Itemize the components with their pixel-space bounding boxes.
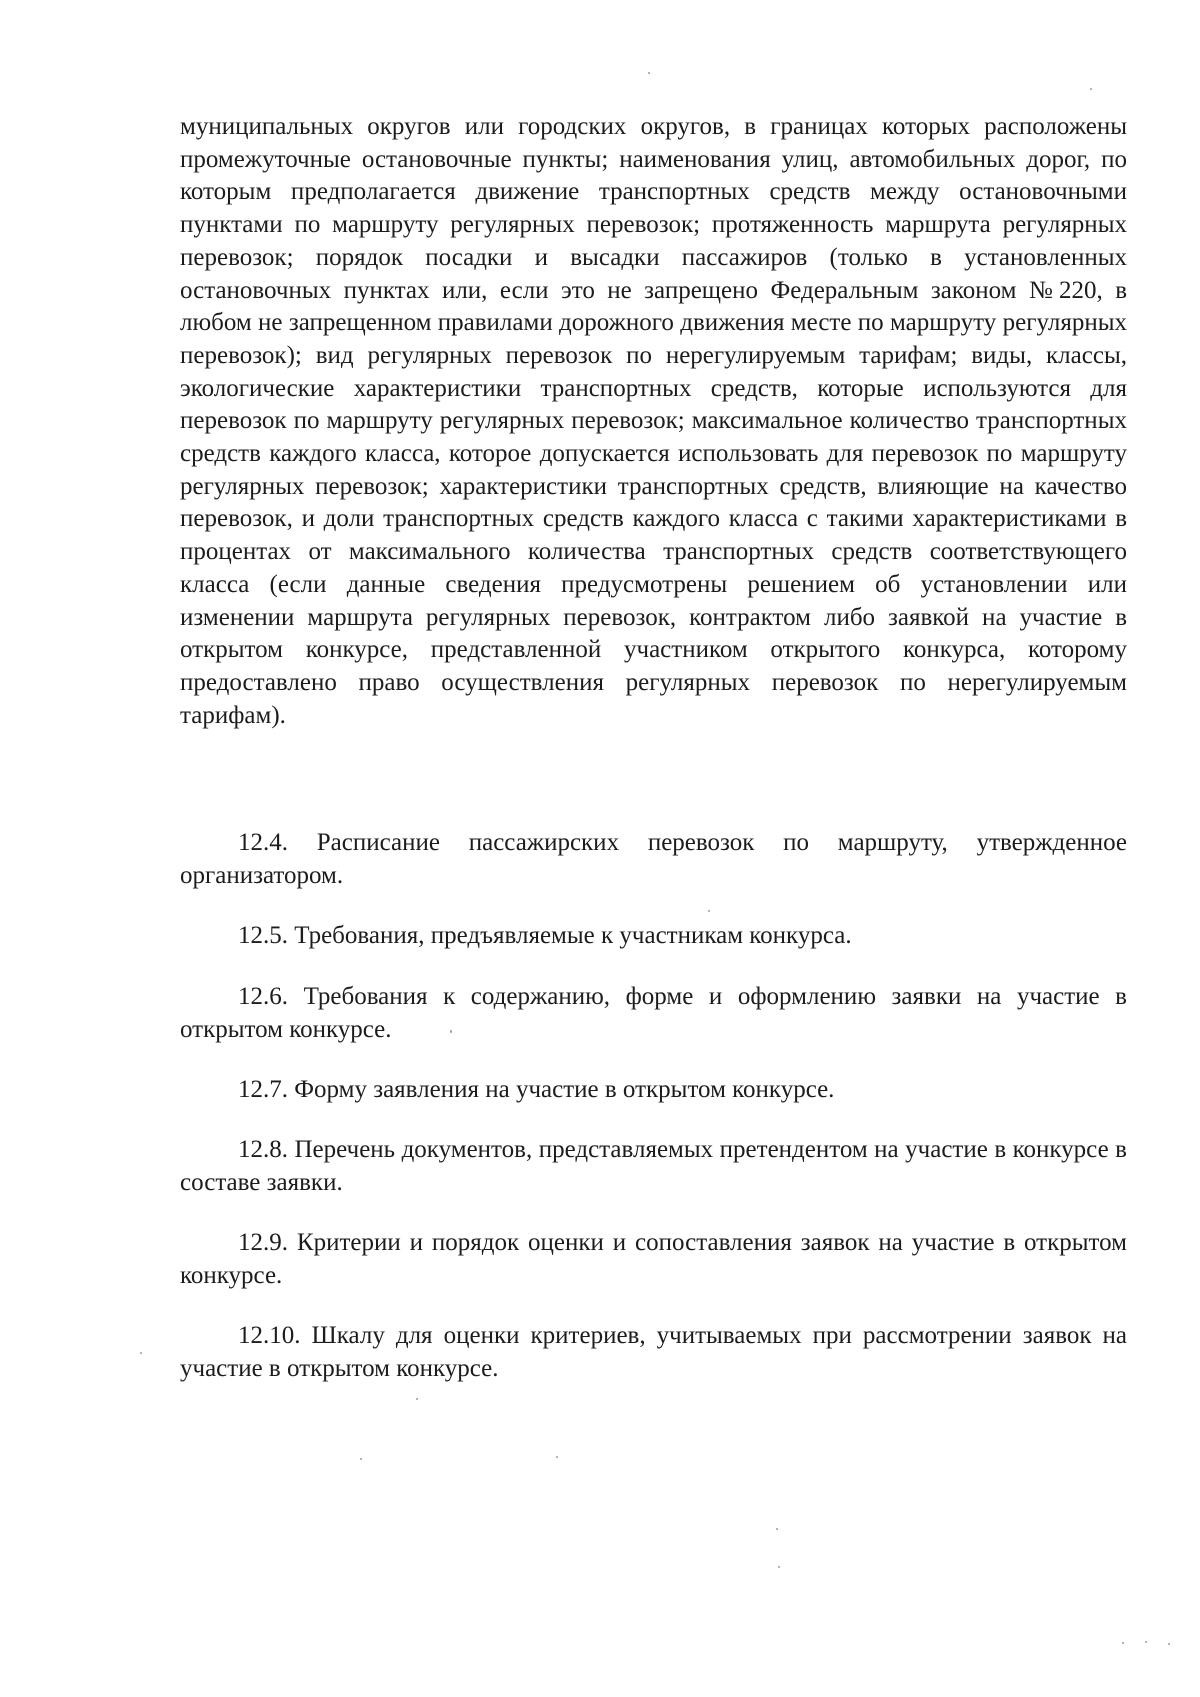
scan-speck [778, 1566, 780, 1568]
scan-speck [776, 1528, 778, 1530]
scan-speck [1145, 1641, 1147, 1643]
scan-speck [1168, 1643, 1170, 1645]
scan-speck [648, 72, 650, 74]
continuation-paragraph: муниципальных округов или городских округов, в границах которых расположены промежуточные остановочные пункты; наименования улиц, автомобильных дорог, по которым предполагается движение транспортных средств между остановочными пунктами по маршруту регулярных перевозок; протяженность маршрута регулярных перевозок; порядок посадки и высадки пассажиров (только в установленных остановочных пунктах или, если это не запрещено Федеральным законом №220, в любом не запрещенном правилами дорожного движения месте по маршруту регулярных перевозок); вид регулярных перевозок по нерегулируемым тарифам; виды, классы, экологические характеристики транспортных средств, которые используются для перевозок по маршруту регулярных перевозок; максимальное количество транспортных средств каждого класса, которое допускается использовать для перевозок по маршруту регулярных перевозок; характеристики транспортных средств, влияющие на качество перевозок, и доли транспортных средств каждого класса с такими характеристиками в процентах от максимального количества транспортных средств соответствующего класса (если данные сведения предусмотрены решением об установлении или изменении маршрута регулярных перевозок, контрактом либо заявкой на участие в открытом конкурсе, представленной участником открытого конкурса, которому предоставлено право осуществления регулярных перевозок по нерегулируемым тарифам). [180, 113, 1127, 729]
scan-speck [450, 1030, 452, 1033]
clause-12-8: 12.8. Перечень документов, представляемых претендентом на участие в конкурсе в составе заявки. [180, 1136, 1127, 1196]
scan-speck [360, 1458, 362, 1460]
scan-speck [708, 910, 710, 912]
scan-speck [1090, 88, 1092, 90]
scan-speck [1122, 1642, 1124, 1644]
clause-12-5: 12.5. Требования, предъявляемые к участникам конкурса. [238, 922, 852, 949]
clause-12-4: 12.4. Расписание пассажирских перевозок по маршруту, утвержденное организатором. [180, 829, 1127, 889]
clause-12-10: 12.10. Шкалу для оценки критериев, учитываемых при рассмотрении заявок на участие в открытом конкурсе. [180, 1322, 1127, 1382]
scan-speck [140, 1352, 142, 1354]
scan-speck [556, 1456, 558, 1458]
clause-12-6: 12.6. Требования к содержанию, форме и оформлению заявки на участие в открытом конкурсе. [180, 983, 1127, 1043]
clause-12-9: 12.9. Критерии и порядок оценки и сопоставления заявок на участие в открытом конкурсе. [180, 1229, 1127, 1289]
scan-speck [416, 1398, 418, 1400]
clause-12-7: 12.7. Форму заявления на участие в открытом конкурсе. [238, 1076, 835, 1103]
